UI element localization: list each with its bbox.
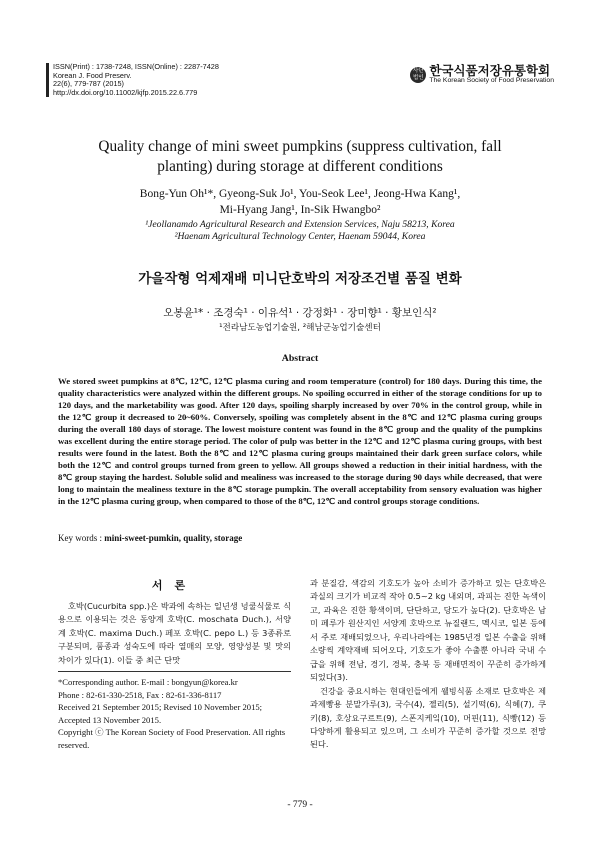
keywords-value: mini-sweet-pumkin, quality, storage [104,533,243,543]
intro-paragraph: 과 분질감, 색감의 기호도가 높아 소비가 증가하고 있는 단호박은 과실의 크기가 비교적 작아 0.5~2 kg 내외며, 과피는 진한 녹색이고, 과육은 진한 황색이며, 단단하고, 당도가 높다(2). 단호박은 남미 페루가 원산지인 서양계 호박으로 뉴질랜드, 멕시코, 일본 등에서 주로 재배되었으나, 우리나라에는 1985년경 일본 수출을 위해 소량씩 계약재배 되어오다, 기호도가 좋아 수출뿐 아니라 국내 수급을 위해 전남, 경기, 경북, 충북 등 재배면적이 꾸준히 증가하게 되었다(3). [310,578,546,683]
copyright: Copyright ⓒ The Korean Society of Food Preservation. All rights reserved. [58,727,286,750]
society-name-en: The Korean Society of Food Preservation [429,77,554,84]
journal-meta [46,63,219,97]
authors-ko: 오봉윤¹* · 조경숙¹ · 이유석¹ · 강정화¹ · 장미향¹ · 황보인식² [163,307,437,319]
paper-title-en: Quality change of mini sweet pumpkins (suppress cultivation, fall planting) during storage at different conditions [98,138,502,175]
journal-name: Korean J. Food Preserv. [53,70,132,80]
authors-en: Bong-Yun Oh¹*, Gyeong-Suk Jo¹, You-Seok Lee¹, Jeong-Hwa Kang¹, Mi-Hyang Jang¹, In-Sik Hwangbo² [139,188,461,216]
intro-paragraph: 건강을 중요시하는 현대인들에게 웰빙식품 소재로 단호박은 제과제빵용 분말가루(3), 국수(4), 젤리(5), 설기떡(6), 식혜(7), 쿠키(8), 호상요구르트(9), 스폰지케잌(10), 머핀(11), 식빵(12) 등 다양하게 활용되고 있으며, 그 소비가 꾸준히 증가할 것으로 전망된다. [310,685,546,750]
intro-paragraph: 호박(Cucurbita spp.)은 박과에 속하는 일년생 넝쿨식물로 식용으로 이용되는 것은 동양계 호박(C. moschata Duch.), 서양계 호박(C. maxima Duch.) 페포 호박(C. pepo L.) 등 3종류로 구분되며, 품종과 성숙도에 따라 열매의 모양, 영양성분 및 맛의 차이가 있다(1). 이들 중 최근 단맛 [58,601,291,665]
affiliations-ko: ¹전라남도농업기술원, ²해남군농업기술센터 [219,323,381,333]
section-heading-introduction: 서론 [151,579,198,592]
volume-line: 22(6), 779-787 (2015) [53,79,124,89]
footnote-divider [58,671,291,672]
contact-phone-fax: Phone : 82-61-330-2518, Fax : 82-61-336-8117 [58,689,222,700]
page-number: - 779 - [287,800,313,810]
keywords-label: Key words : [58,533,105,543]
abstract-body: We stored sweet pumpkins at 8℃, 12℃, 12℃ plasma curing and room temperature (control) for 180 days. During this time, the quality characteristics were analyzed within the different groups. No spoiling occurred in either of the storage conditions for up to 120 days, and the marketability was good. After 120 days, spoiling sharply increased by over 70% in the control group, while in the 12℃ group it decreased to 20~60%. Conversely, spoiling was completely absent in the 8℃ and 12℃ plasma curing groups during the overall 180 days of storage. The lowest moisture content was found in the 8℃ group and the quality of the pumpkins was excellent during the entire storage period. The color of pulp was better in the 12℃ and 12℃ plasma curing groups, with best results were found in the latest. Both the 8℃ and 12℃ plasma curing groups maintained their dark green surface colors, while both the 12℃ and control groups turned from green to yellow. All groups showed a reduction in their initial hardness, with the 8℃ group staying the hardest. Soluble solid and mealiness was increased to the storage during 90 days while decreased, that were long to maintain the mealiness texture in the 8℃ storage pumpkin. The overall acceptability from sensory evaluation was higher in the 12℃ plasma curing group, when compared to those of the 8℃, 12℃ and control groups storage conditions. [58,376,542,507]
received-date: Received 21 September 2015; Revised 10 November 2015; [58,702,263,712]
accepted-date: Accepted 13 November 2015. [58,714,162,725]
issn-line: ISSN(Print) : 1738-7248, ISSN(Online) : 2287-7428 [53,62,219,71]
intro-right-column [310,577,546,752]
society-name-ko: 한국식품저장유통학회 [429,63,551,78]
corresponding-author: *Corresponding author. E-mail : bongyun@korea.kr [58,677,238,687]
society-mark-icon: 사단 법인 [410,67,426,83]
affiliations-en: ¹Jeollanamdo Agricultural Research and Extension Services, Naju 58213, Korea ²Haenam Agricultural Technology Center, Haenam 59044, Korea [145,219,455,243]
abstract-heading: Abstract [281,353,319,364]
intro-left-column [58,600,291,667]
footnote [58,676,294,751]
doi-link[interactable]: http://dx.doi.org/10.11002/kjfp.2015.22.6.779 [53,87,198,97]
society-logo [410,64,554,85]
paper-title-ko: 가을작형 억제재배 미니단호박의 저장조건별 품질 변화 [138,271,462,287]
keywords [58,532,242,544]
